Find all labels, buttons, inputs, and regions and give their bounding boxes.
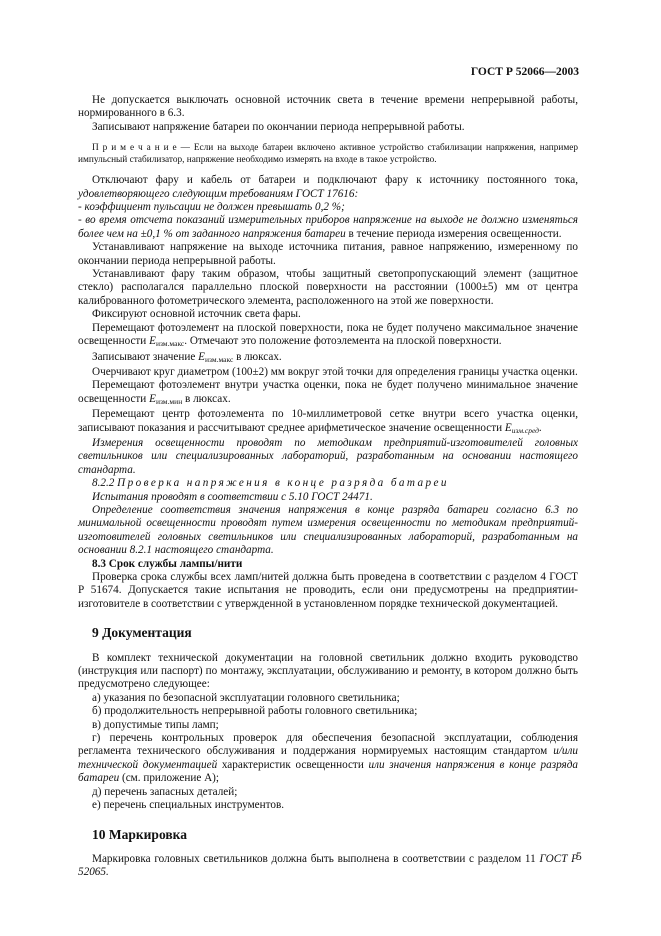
- paragraph: Записывают напряжение батареи по окончании периода непрерывной работы.: [92, 120, 465, 133]
- list-item: е) перечень специальных инструментов.: [92, 799, 285, 812]
- list-item: [78, 732, 578, 786]
- list-item: д) перечень запасных деталей;: [92, 785, 238, 798]
- text: в люксах.: [182, 392, 231, 405]
- paragraph: В комплект технической документации на головной светильник должно входить руководство (инструкция или паспорт) по монтажу, эксплуатации, обслуживанию и ремонту, в котором должно быть предусмотрено следующее:: [78, 651, 578, 691]
- text: Отключают фару и кабель от батареи и подключают фару к источнику постоянного тока,: [92, 174, 578, 187]
- symbol: E: [149, 392, 156, 405]
- section-title: 9 Документация: [92, 625, 192, 641]
- text: г) перечень контрольных проверок для обеспечения безопасной эксплуатации, соблюдения регламента технического обслуживания и поддержания нормируемых настоящим стандартом: [78, 732, 578, 758]
- paragraph: Испытания проводят в соответствии с 5.10 ГОСТ 24471.: [92, 490, 373, 503]
- paragraph: Устанавливают фару таким образом, чтобы защитный светопропускающий элемент (защитное стекло) располагался параллельно плоской поверхности на расстоянии (1000±5) мм от центра калиброванного фотометрического элемента, расположенного на этой же поверхности.: [78, 268, 578, 307]
- text: . Отмечают это положение фотоэлемента на плоской поверхности.: [184, 335, 502, 348]
- italic-text: удовлетворяющего следующим требованиям ГОСТ 17616:: [78, 187, 359, 200]
- text: (см. приложение А);: [119, 772, 220, 785]
- italic-text: - во время отсчета показаний измерительных приборов напряжение на выходе не должно изменяться более чем на ±0,1 % от заданного напряжения батареи: [78, 214, 578, 240]
- note-label: П р и м е ч а н и е —: [92, 143, 190, 154]
- paragraph: [78, 322, 578, 351]
- italic-text: и/или технической документацией: [78, 745, 578, 771]
- subsection-title: Проверка напряжения в конце разряда батареи: [117, 477, 449, 490]
- text: Перемещают центр фотоэлемента по 10-миллиметровой сетке внутри всего участка оценки, записывают показания и рассчитывают среднее арифметическое значение освещенности: [78, 408, 578, 434]
- paragraph: Очерчивают круг диаметром (100±2) мм вокруг этой точки для определения границы участка оценки.: [92, 365, 578, 378]
- subscript: изм.макс: [155, 339, 185, 349]
- italic-text: или значения напряжения в конце разряда батареи: [78, 758, 578, 785]
- text: Перемещают фотоэлемент на плоской поверхности, пока не будет получено максимальное значение освещенности: [78, 321, 578, 348]
- list-item: в) допустимые типы ламп;: [92, 718, 219, 731]
- subsection-heading: [78, 477, 578, 490]
- text: характеристик освещенности: [217, 758, 369, 771]
- subsection-heading: 8.3 Срок службы лампы/нити: [92, 557, 243, 570]
- text: в люксах.: [233, 350, 282, 363]
- list-item: б) продолжительность непрерывной работы головного светильника;: [92, 705, 418, 718]
- paragraph: [78, 853, 578, 880]
- list-item: а) указания по безопасной эксплуатации головного светильника;: [92, 691, 400, 704]
- paragraph: Фиксируют основной источник света фары.: [92, 308, 301, 321]
- text: Перемещают фотоэлемент внутри участка оценки, пока не будет получено минимальное значение освещенности: [78, 379, 578, 405]
- paragraph: Устанавливают напряжение на выходе источника питания, равное напряжению, измеренному по окончании периода непрерывной работы.: [78, 241, 578, 267]
- italic-text: ГОСТ Р 52065.: [78, 852, 578, 879]
- paragraph: [78, 379, 578, 408]
- symbol: E: [149, 335, 156, 348]
- text: .: [538, 421, 542, 434]
- paragraph: Не допускается выключать основной источник света в течение времени непрерывной работы, нормированного в 6.3.: [78, 94, 578, 120]
- paragraph: Измерения освещенности проводят по методикам предприятий-изготовителей головных светильников или специализированных лабораторий, разработанным на основании настоящего стандарта.: [78, 436, 578, 476]
- paragraph: [78, 174, 578, 201]
- text: Маркировка головных светильников должна быть выполнена в соответствии с разделом 11: [92, 852, 540, 865]
- text: Записывают значение: [92, 350, 199, 363]
- document-header: ГОСТ Р 52066—2003: [470, 66, 579, 78]
- paragraph: Проверка срока службы всех ламп/нитей должна быть проведена в соответствии с разделом 4 ГОСТ Р 51674. Допускается такие испытания не проводить, если они предусмотрены на предприятии-изготовителе в соответствии с утвержденной в установленном порядке технической документацией.: [78, 571, 578, 610]
- text: в течение периода измерения освещенности.: [345, 227, 562, 240]
- note-text: Если на выходе батареи включено активное устройство стабилизации напряжения, например импульсный стабилизатор, напряжение необходимо измерять на входе в такое устройство.: [78, 143, 578, 166]
- page-content: [78, 94, 578, 880]
- paragraph: [78, 408, 578, 437]
- subscript: изм.мин: [155, 396, 183, 406]
- page-number: 5: [576, 851, 582, 863]
- subscript: изм.макс: [204, 354, 234, 364]
- section-title: 10 Маркировка: [92, 826, 187, 842]
- symbol: E: [198, 350, 205, 363]
- note: [78, 142, 578, 166]
- paragraph: Определение соответствия значения напряжения в конце разряда батареи согласно 6.3 по минимальной освещенности проводят путем измерения освещенности по методикам предприятий-изготовителей головных светильников или специализированных лабораторий, разработанным на основании 8.2.1 настоящего стандарта.: [78, 503, 578, 557]
- subsection-number: 8.2.2: [92, 477, 118, 490]
- list-line: [78, 214, 578, 241]
- subscript: изм.сред: [511, 425, 539, 435]
- symbol: E: [504, 421, 512, 434]
- paragraph: [78, 351, 578, 366]
- list-line: - коэффициент пульсации не должен превышать 0,2 %;: [78, 201, 345, 214]
